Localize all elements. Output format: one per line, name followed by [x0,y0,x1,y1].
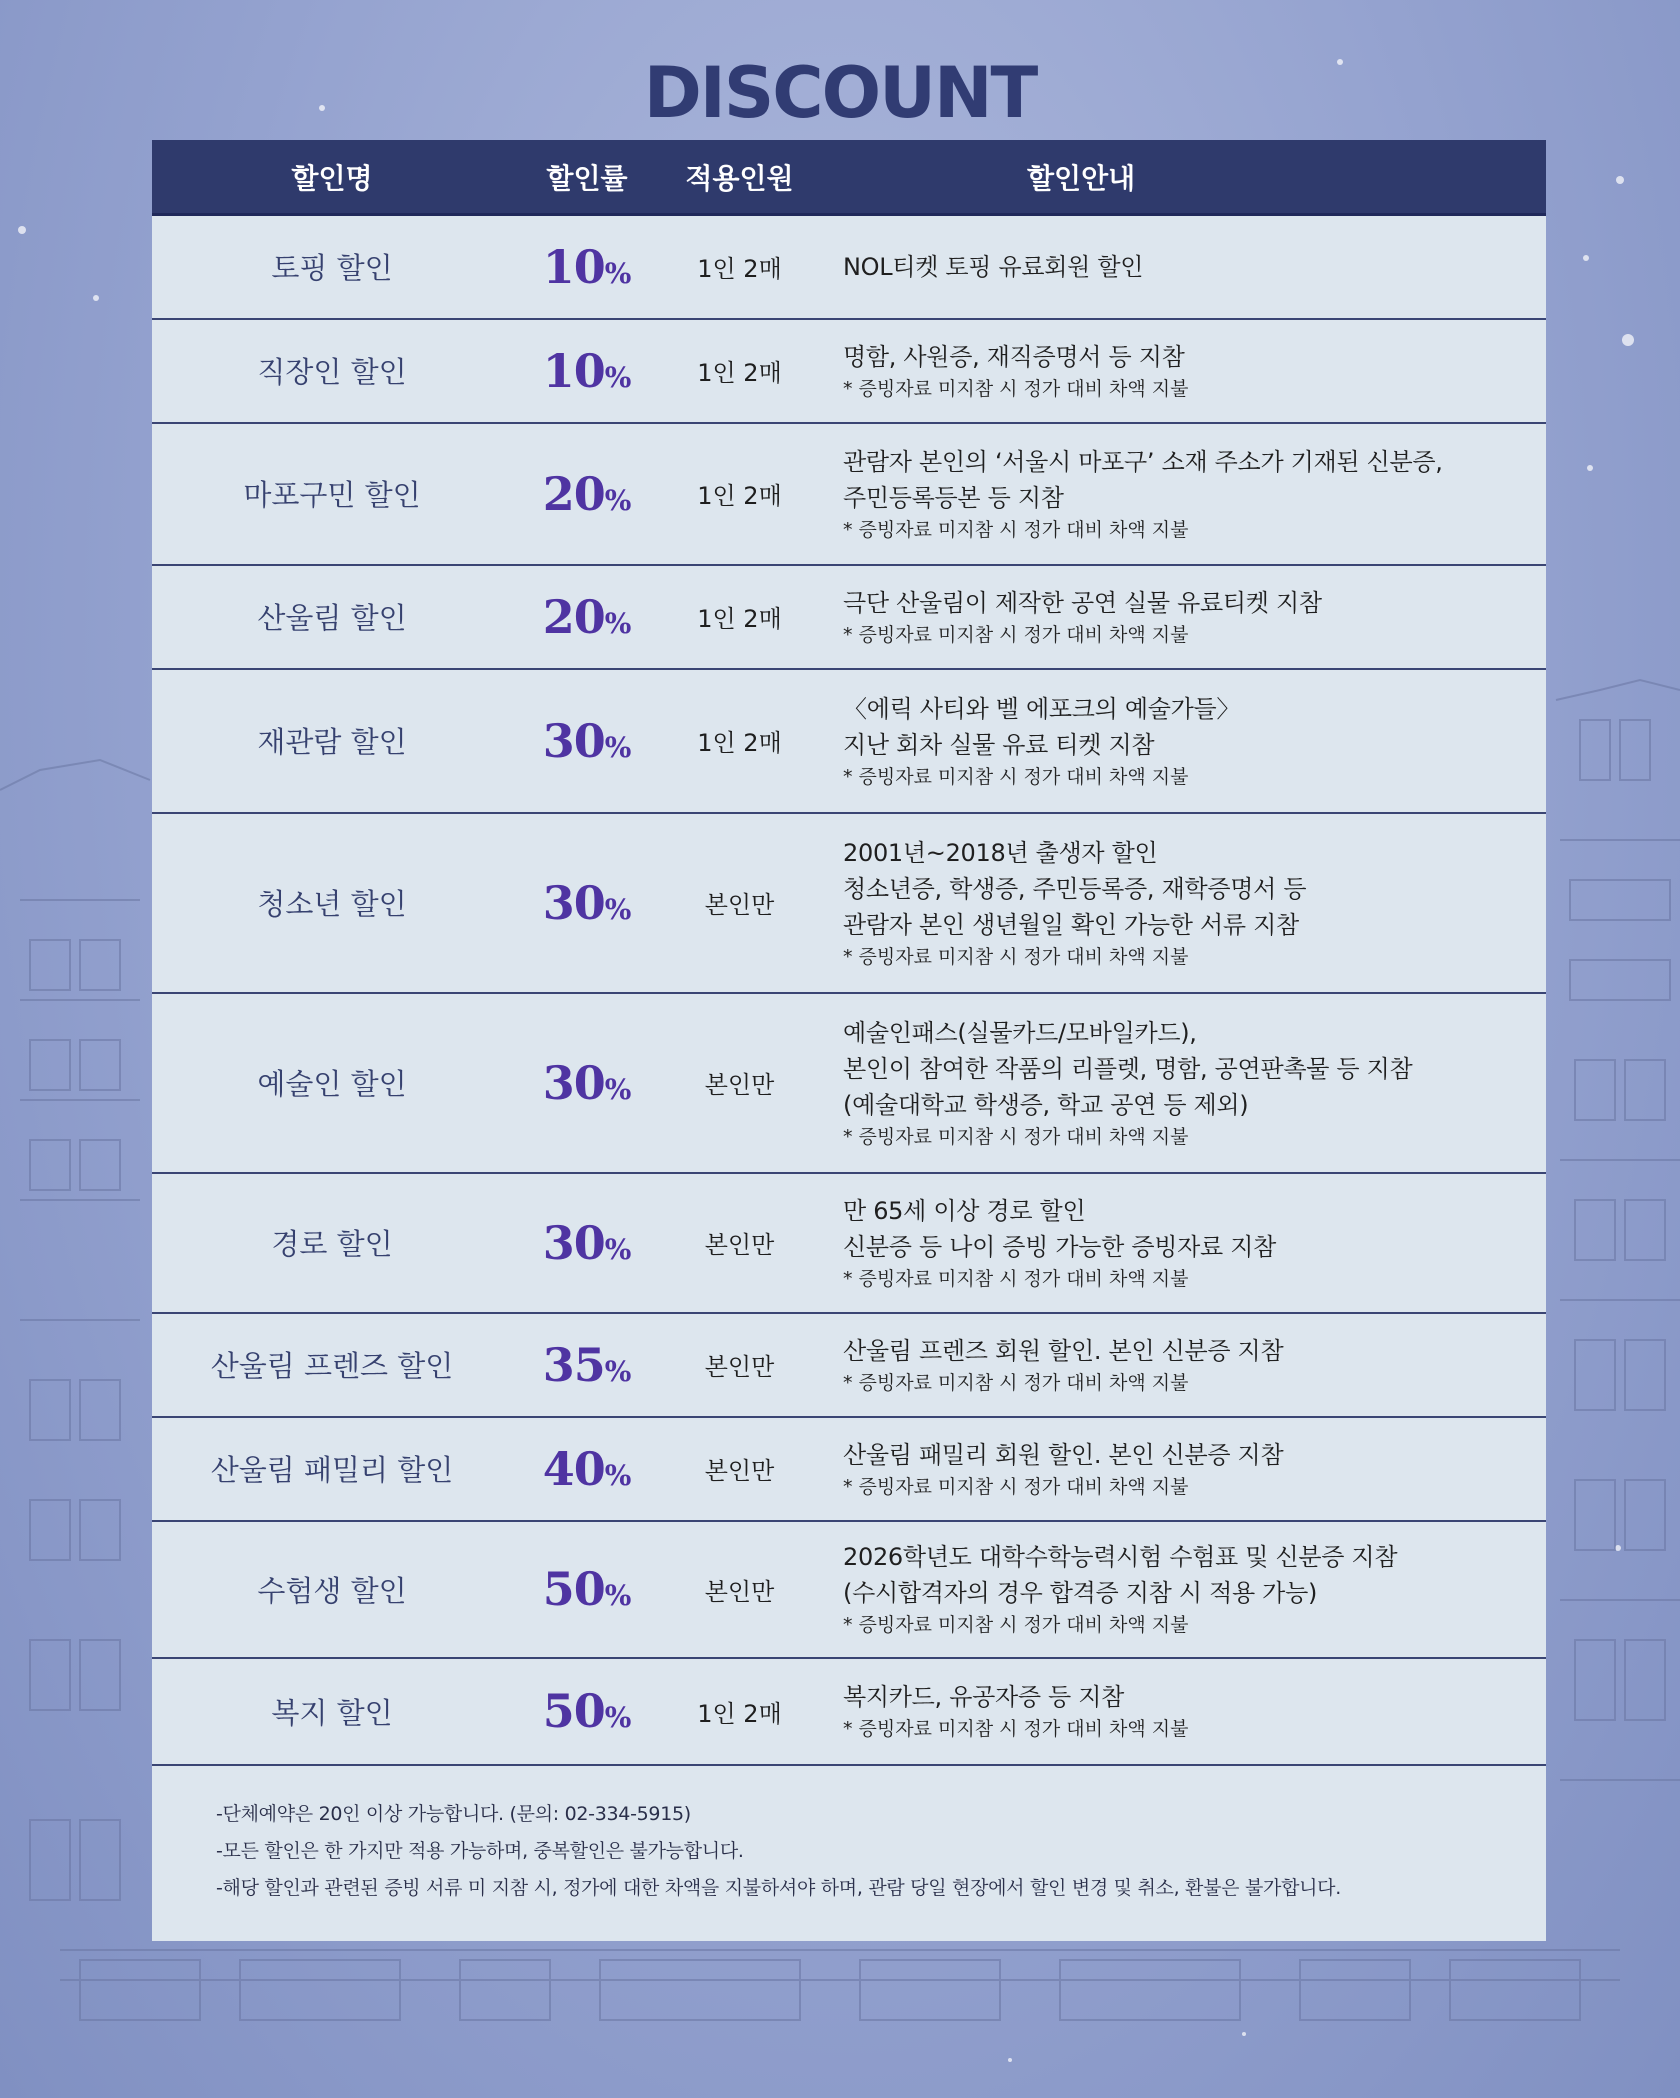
discount-info: 명함, 사원증, 재직증명서 등 지참 * 증빙자료 미지참 시 정가 대비 차액 지불 [817,319,1546,423]
discount-rate: 20% [512,565,662,669]
discount-name: 수험생 할인 [152,1521,512,1658]
table-row [152,1173,1546,1313]
applicable-persons: 1인 2매 [662,319,817,423]
applicable-persons: 1인 2매 [662,565,817,669]
table-row [152,993,1546,1173]
applicable-persons: 본인만 [662,1417,817,1521]
discount-info: 산울림 프렌즈 회원 할인. 본인 신분증 지참 * 증빙자료 미지참 시 정가 대비 차액 지불 [817,1313,1546,1417]
note-single-discount: -모든 할인은 한 가지만 적용 가능하며, 중복할인은 불가능합니다. [216,1840,744,1862]
discount-rate: 40% [512,1417,662,1521]
evidence-note: * 증빙자료 미지참 시 정가 대비 차액 지불 [843,377,1189,400]
applicable-persons: 1인 2매 [662,215,817,319]
table-row [152,1658,1546,1765]
table-header-row [152,140,1546,215]
applicable-persons: 1인 2매 [662,1658,817,1765]
evidence-note: * 증빙자료 미지참 시 정가 대비 차액 지불 [843,945,1189,968]
evidence-note: * 증빙자료 미지참 시 정가 대비 차액 지불 [843,765,1189,788]
evidence-note: * 증빙자료 미지참 시 정가 대비 차액 지불 [843,1371,1189,1394]
discount-rate: 30% [512,1173,662,1313]
discount-name: 토핑 할인 [152,215,512,319]
applicable-persons: 본인만 [662,813,817,993]
evidence-note: * 증빙자료 미지참 시 정가 대비 차액 지불 [843,518,1189,541]
evidence-note: * 증빙자료 미지참 시 정가 대비 차액 지불 [843,1125,1189,1148]
discount-name: 복지 할인 [152,1658,512,1765]
applicable-persons: 본인만 [662,1173,817,1313]
applicable-persons: 본인만 [662,1521,817,1658]
discount-info: NOL티켓 토핑 유료회원 할인 [817,215,1546,319]
header-applicable-persons: 적용인원 [662,140,817,215]
discount-panel [152,140,1546,1941]
discount-info: 〈에릭 사티와 벨 에포크의 예술가들〉 지난 회차 실물 유료 티켓 지참 * 증빙자료 미지참 시 정가 대비 차액 지불 [817,669,1546,813]
discount-info: 극단 산울림이 제작한 공연 실물 유료티켓 지참 * 증빙자료 미지참 시 정가 대비 차액 지불 [817,565,1546,669]
table-row [152,215,1546,319]
discount-info: 복지카드, 유공자증 등 지참 * 증빙자료 미지참 시 정가 대비 차액 지불 [817,1658,1546,1765]
discount-name: 재관람 할인 [152,669,512,813]
evidence-note: * 증빙자료 미지참 시 정가 대비 차액 지불 [843,623,1189,646]
discount-rate: 30% [512,813,662,993]
discount-rate: 35% [512,1313,662,1417]
note-group-reservation: -단체예약은 20인 이상 가능합니다. (문의: 02-334-5915) [216,1803,691,1825]
evidence-note: * 증빙자료 미지참 시 정가 대비 차액 지불 [843,1475,1189,1498]
discount-rate: 20% [512,423,662,565]
discount-name: 산울림 할인 [152,565,512,669]
evidence-note: * 증빙자료 미지참 시 정가 대비 차액 지불 [843,1718,1189,1740]
discount-rate: 30% [512,669,662,813]
discount-info: 만 65세 이상 경로 할인 신분증 등 나이 증빙 가능한 증빙자료 지참 * 증빙자료 미지참 시 정가 대비 차액 지불 [817,1173,1546,1313]
discount-rate: 50% [512,1658,662,1765]
discount-info: 예술인패스(실물카드/모바일카드), 본인이 참여한 작품의 리플렛, 명함, 공연판촉물 등 지참 (예술대학교 학생증, 학교 공연 등 제외) * 증빙자료 미지참 시 정가 대비 차액 지불 [817,993,1546,1173]
discount-name: 산울림 프렌즈 할인 [152,1313,512,1417]
header-discount-name: 할인명 [152,140,512,215]
note-refund-policy: -해당 할인과 관련된 증빙 서류 미 지참 시, 정가에 대한 차액을 지불하셔야 하며, 관람 당일 현장에서 할인 변경 및 취소, 환불은 불가합니다. [216,1877,1341,1899]
table-row [152,319,1546,423]
discount-rate: 50% [512,1521,662,1658]
applicable-persons: 본인만 [662,1313,817,1417]
evidence-note: * 증빙자료 미지참 시 정가 대비 차액 지불 [843,1267,1189,1290]
discount-rate: 10% [512,319,662,423]
discount-name: 마포구민 할인 [152,423,512,565]
footer-notes [216,1796,1341,1907]
applicable-persons: 1인 2매 [662,423,817,565]
page-title: DISCOUNT [643,52,1037,134]
discount-rate: 30% [512,993,662,1173]
discount-name: 산울림 패밀리 할인 [152,1417,512,1521]
discount-info: 관람자 본인의 ‘서울시 마포구’ 소재 주소가 기재된 신분증, 주민등록등본 등 지참 * 증빙자료 미지참 시 정가 대비 차액 지불 [817,423,1546,565]
discount-rate: 10% [512,215,662,319]
table-row [152,423,1546,565]
discount-info: 2001년~2018년 출생자 할인 청소년증, 학생증, 주민등록증, 재학증명서 등 관람자 본인 생년월일 확인 가능한 서류 지참 * 증빙자료 미지참 시 정가 대비 차액 지불 [817,813,1546,993]
table-row [152,813,1546,993]
discount-name: 직장인 할인 [152,319,512,423]
discount-info: 산울림 패밀리 회원 할인. 본인 신분증 지참 * 증빙자료 미지참 시 정가 대비 차액 지불 [817,1417,1546,1521]
header-discount-info: 할인안내 [817,140,1546,215]
discount-info: 2026학년도 대학수학능력시험 수험표 및 신분증 지참 (수시합격자의 경우 합격증 지참 시 적용 가능) * 증빙자료 미지참 시 정가 대비 차액 지불 [817,1521,1546,1658]
discount-name: 예술인 할인 [152,993,512,1173]
discount-name: 청소년 할인 [152,813,512,993]
evidence-note: * 증빙자료 미지참 시 정가 대비 차액 지불 [843,1614,1189,1636]
table-row [152,565,1546,669]
applicable-persons: 본인만 [662,993,817,1173]
table-row [152,669,1546,813]
header-discount-rate: 할인률 [512,140,662,215]
discount-table [152,140,1546,1766]
discount-name: 경로 할인 [152,1173,512,1313]
table-row [152,1417,1546,1521]
table-row [152,1521,1546,1658]
applicable-persons: 1인 2매 [662,669,817,813]
table-row [152,1313,1546,1417]
